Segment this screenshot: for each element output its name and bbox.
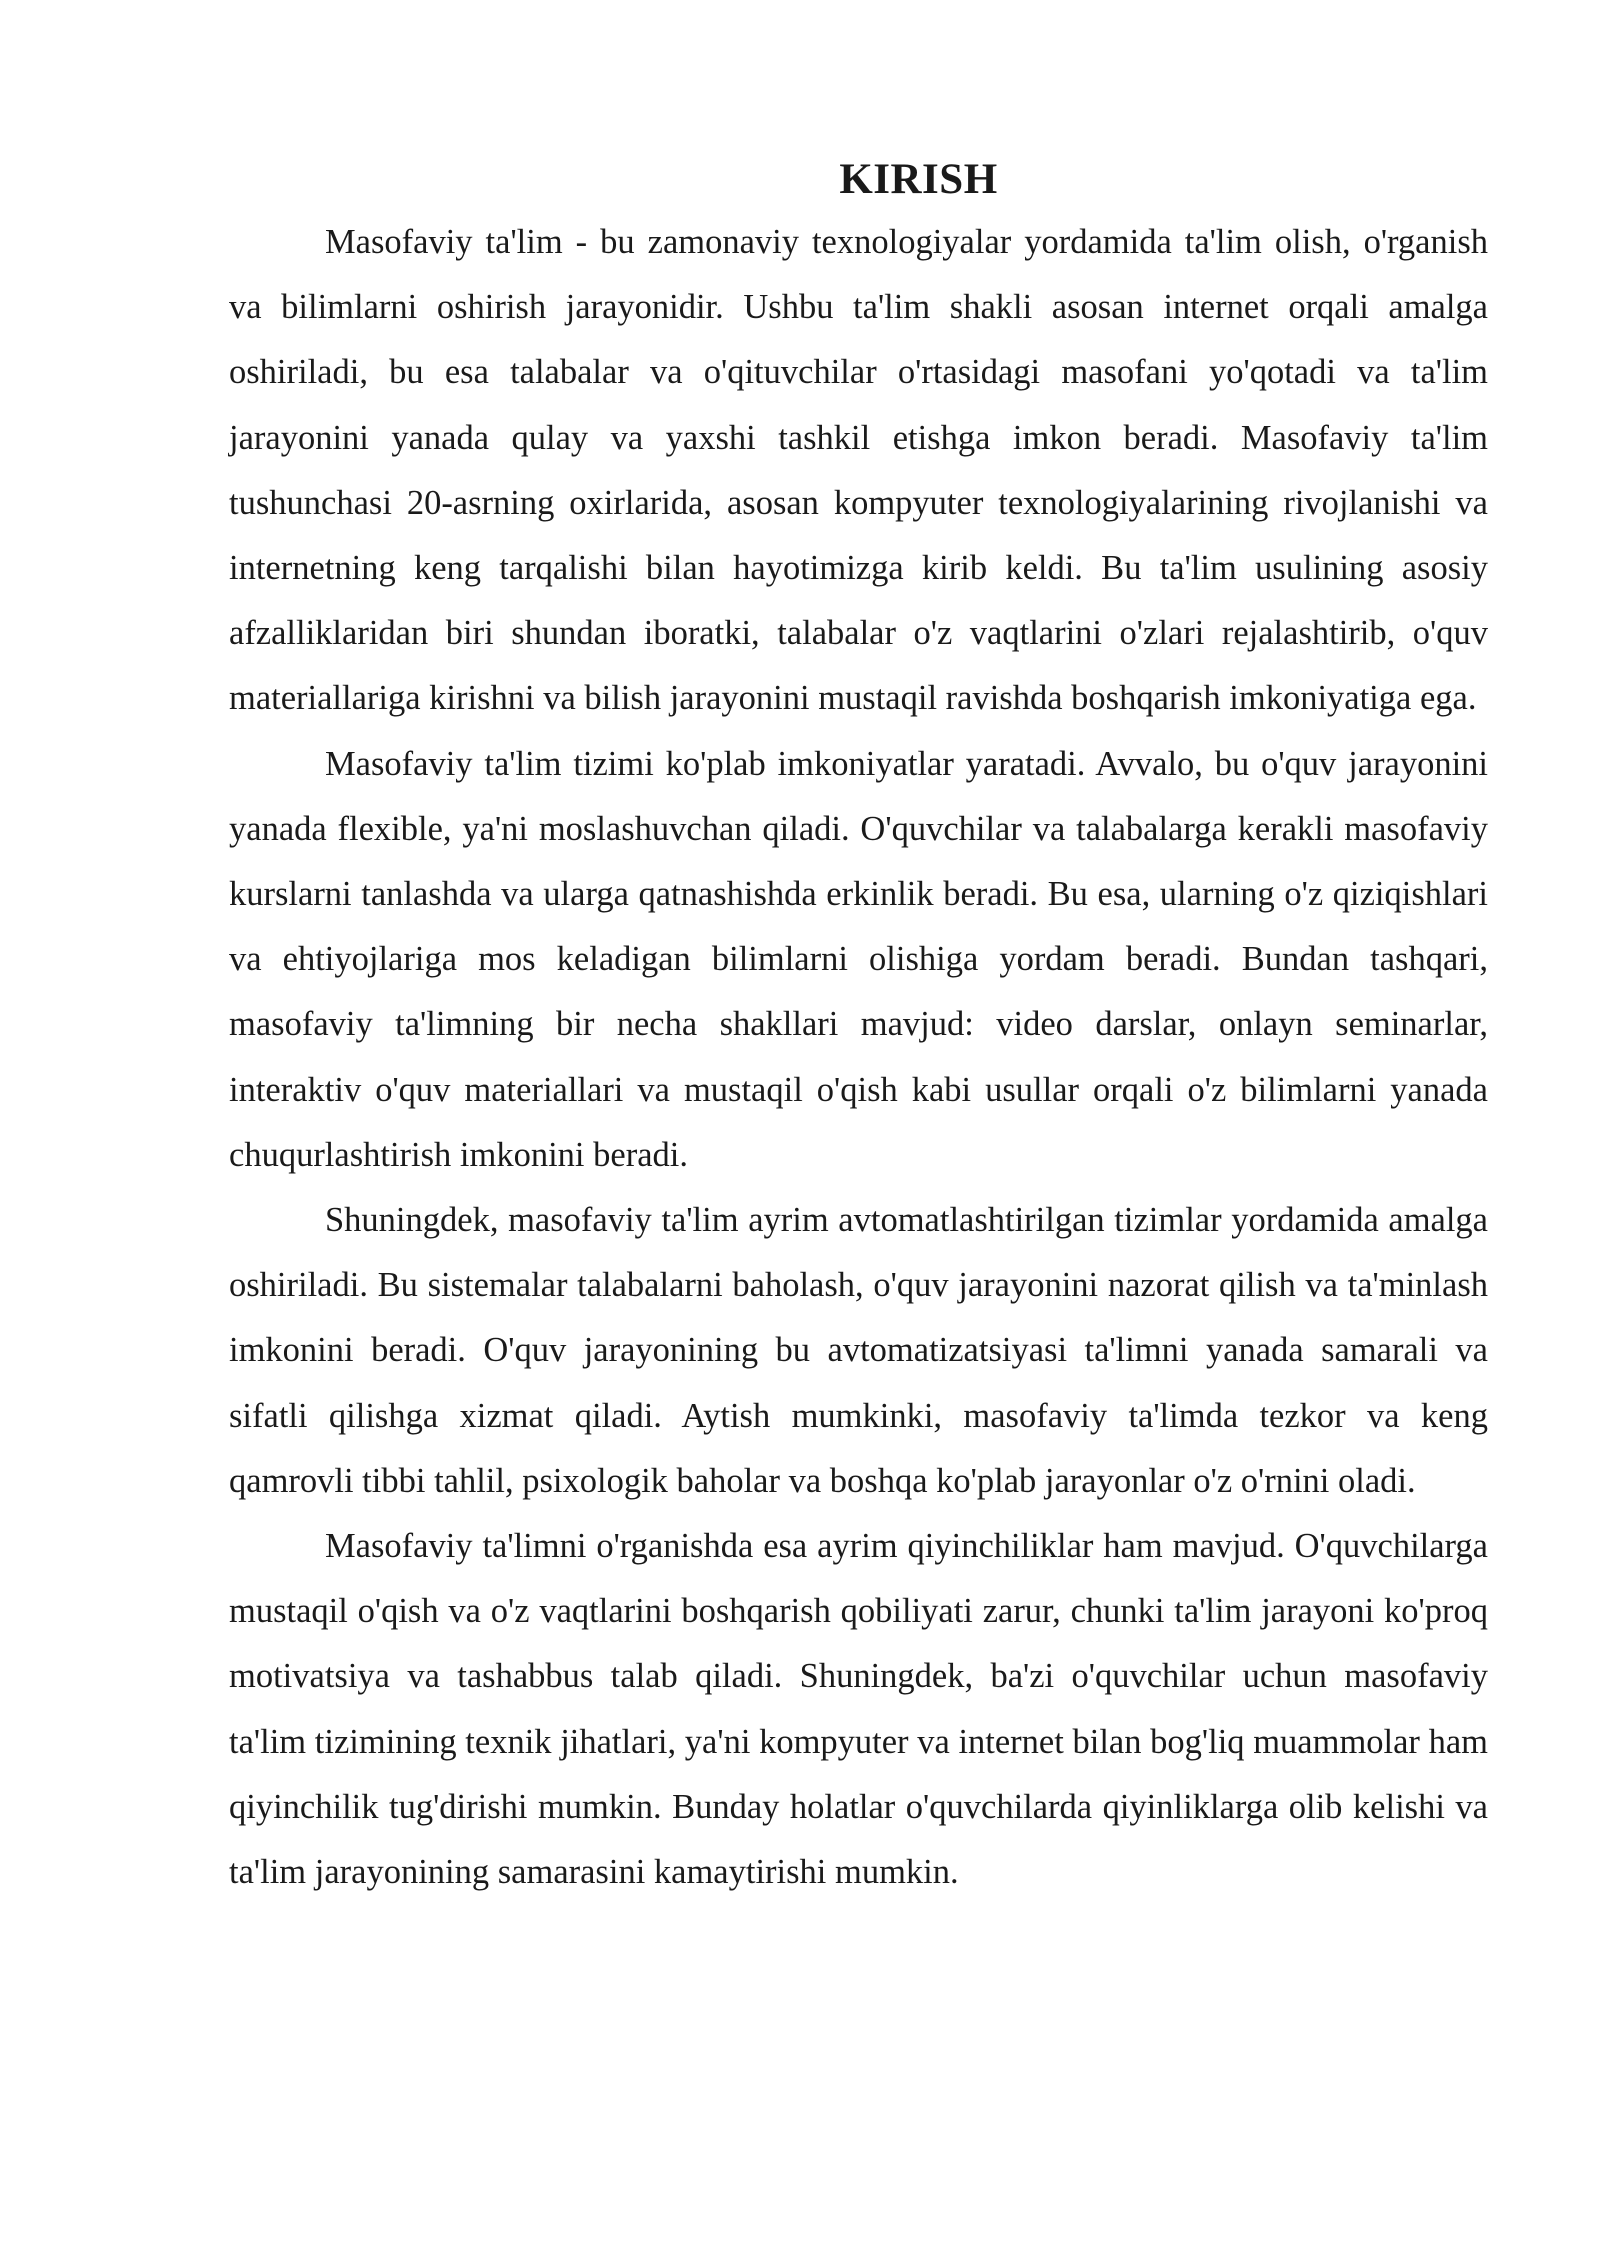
paragraph-3: Shuningdek, masofaviy ta'lim ayrim avtomatlashtirilgan tizimlar yordamida amalga oshiriladi. Bu sistemalar talabalarni baholash, o'quv jarayonini nazorat qilish va ta'minlash imkonini beradi. O'quv jarayonining bu avtomatizatsiyasi ta'limni yanada samarali va sifatli qilishga xizmat qiladi. Aytish mumkinki, masofaviy ta'limda tezkor va keng qamrovli tibbi tahlil, psixologik baholar va boshqa ko'plab jarayonlar o'z o'rnini oladi. xyxy=(229,1201,1488,1500)
paragraph-1: Masofaviy ta'lim - bu zamonaviy texnologiyalar yordamida ta'lim olish, o'rganish va bilimlarni oshirish jarayonidir. Ushbu ta'lim shakli asosan internet orqali amalga oshiriladi, bu esa talabalar va o'qituvchilar o'rtasidagi masofani yo'qotadi va ta'lim jarayonini yanada qulay va yaxshi tashkil etishga imkon beradi. Masofaviy ta'lim tushunchasi 20-asrning oxirlarida, asosan kompyuter texnologiyalarining rivojlanishi va internetning keng tarqalishi bilan hayotimizga kirib keldi. Bu ta'lim usulining asosiy afzalliklaridan biri shundan iboratki, talabalar o'z vaqtlarini o'zlari rejalashtirib, o'quv materiallariga kirishni va bilish jarayonini mustaqil ravishda boshqarish imkoniyatiga ega. xyxy=(229,223,1488,718)
paragraph-2: Masofaviy ta'lim tizimi ko'plab imkoniyatlar yaratadi. Avvalo, bu o'quv jarayonini yanada flexible, ya'ni moslashuvchan qiladi. O'quvchilar va talabalarga kerakli masofaviy kurslarni tanlashda va ularga qatnashishda erkinlik beradi. Bu esa, ularning o'z qiziqishlari va ehtiyojlariga mos keladigan bilimlarni olishiga yordam beradi. Bundan tashqari, masofaviy ta'limning bir necha shakllari mavjud: video darslar, onlayn seminarlar, interaktiv o'quv materiallari va mustaqil o'qish kabi usullar orqali o'z bilimlarni yanada chuqurlashtirish imkonini beradi. xyxy=(229,744,1488,1174)
page-title: KIRISH xyxy=(839,156,998,203)
paragraph-4: Masofaviy ta'limni o'rganishda esa ayrim qiyinchiliklar ham mavjud. O'quvchilarga mustaqil o'qish va o'z vaqtlarini boshqarish qobiliyati zarur, chunki ta'lim jarayoni ko'proq motivatsiya va tashabbus talab qiladi. Shuningdek, ba'zi o'quvchilar uchun masofaviy ta'lim tizimining texnik jihatlari, ya'ni kompyuter va internet bilan bog'liq muammolar ham qiyinchilik tug'dirishi mumkin. Bunday holatlar o'quvchilarda qiyinliklarga olib kelishi va ta'lim jarayonining samarasini kamaytirishi mumkin. xyxy=(229,1527,1488,1892)
